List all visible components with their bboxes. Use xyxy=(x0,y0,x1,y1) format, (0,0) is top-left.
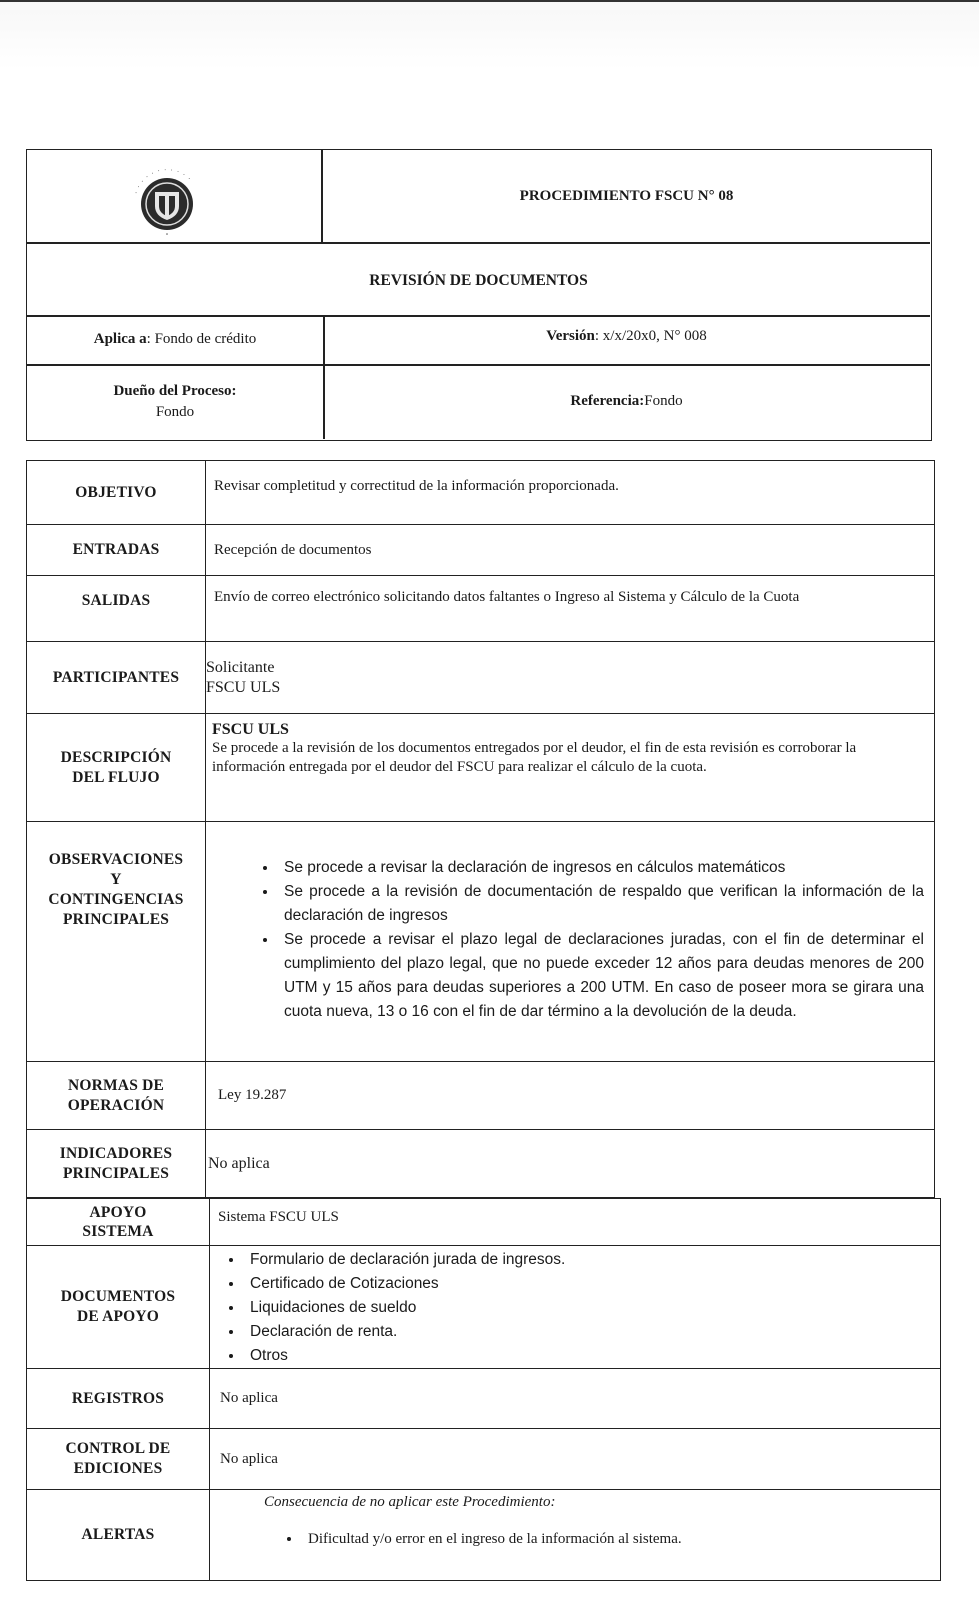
value-salidas: Envío de correo electrónico solicitando datos faltantes o Ingreso al Sistema y Cálculo de la Cuota xyxy=(206,576,935,642)
label-indicadores-line: PRINCIPALES xyxy=(62,1164,170,1182)
label-control-line: EDICIONES xyxy=(73,1460,163,1477)
value-apoyo: Sistema FSCU ULS xyxy=(210,1199,941,1246)
descripcion-text: Se procede a la revisión de los documentos entregados por el deudor, el fin de esta revisión es corroborar la información entregada por el deudor del FSCU para realizar el cálculo de la cuota. xyxy=(212,740,857,775)
reference-value: Fondo xyxy=(644,393,683,409)
value-entradas: Recepción de documentos xyxy=(206,525,935,576)
value-participantes xyxy=(206,642,935,714)
label-apoyo xyxy=(27,1199,210,1246)
alertas-list xyxy=(264,1531,930,1548)
value-documentos xyxy=(210,1246,941,1369)
value-alertas xyxy=(210,1490,941,1581)
label-objetivo: OBJETIVO xyxy=(27,461,206,525)
list-item: • Se procede a la revisión de documentación de respaldo que verifican la información de la declaración de ingresos xyxy=(278,880,924,928)
label-documentos-line: DOCUMENTOS xyxy=(60,1288,176,1305)
procedure-subtitle: REVISIÓN DE DOCUMENTOS xyxy=(369,271,588,289)
row-participantes xyxy=(27,642,935,714)
value-descripcion xyxy=(206,714,935,822)
participant-item: FSCU ULS xyxy=(206,678,281,696)
label-entradas: ENTRADAS xyxy=(27,525,206,576)
row-objetivo xyxy=(27,461,935,525)
label-control-line: CONTROL DE xyxy=(65,1440,171,1457)
applies-to xyxy=(27,315,323,364)
label-registros: REGISTROS xyxy=(27,1369,210,1429)
list-item: • Liquidaciones de sueldo xyxy=(244,1296,930,1320)
list-item: • Declaración de renta. xyxy=(244,1320,930,1344)
row-indicadores xyxy=(27,1130,935,1198)
list-item: • Se procede a revisar la declaración de ingresos en cálculos matemáticos xyxy=(278,856,924,880)
university-seal-icon xyxy=(127,162,207,236)
row-observaciones xyxy=(27,822,935,1062)
scan-edge xyxy=(0,0,979,2)
owner-label: Dueño del Proceso: xyxy=(113,382,237,399)
label-apoyo-line: APOYO xyxy=(89,1204,147,1221)
row-registros xyxy=(27,1369,941,1429)
row-entradas xyxy=(27,525,935,576)
owner-value: Fondo xyxy=(155,403,195,420)
applies-label: Aplica a xyxy=(93,331,147,347)
label-observaciones xyxy=(27,822,206,1062)
label-indicadores-line: INDICADORES xyxy=(59,1144,173,1162)
value-control: No aplica xyxy=(210,1429,941,1490)
label-documentos-line: DE APOYO xyxy=(76,1308,160,1325)
procedure-title: PROCEDIMIENTO FSCU N° 08 xyxy=(519,187,734,204)
row-normas xyxy=(27,1062,935,1130)
value-indicadores: No aplica xyxy=(206,1130,935,1198)
label-indicadores xyxy=(27,1130,206,1198)
list-item: • Dificultad y/o error en el ingreso de la información al sistema. xyxy=(302,1531,930,1548)
scan-shadow xyxy=(0,0,979,70)
label-descripcion-line: DEL FLUJO xyxy=(72,768,160,786)
alertas-intro: Consecuencia de no aplicar este Procedimiento: xyxy=(264,1494,556,1510)
label-documentos xyxy=(27,1246,210,1369)
row-salidas xyxy=(27,576,935,642)
label-observaciones-line: CONTINGENCIAS xyxy=(48,891,184,908)
label-observaciones-line: Y xyxy=(110,871,122,888)
version-value: : x/x/20x0, N° 008 xyxy=(594,328,707,344)
label-observaciones-line: PRINCIPALES xyxy=(62,911,170,928)
label-descripcion-line: DESCRIPCIÓN xyxy=(60,748,172,766)
row-alertas xyxy=(27,1490,941,1581)
procedure-table-lower xyxy=(26,1198,941,1581)
procedure-table xyxy=(26,460,935,1198)
row-apoyo xyxy=(27,1199,941,1246)
value-normas: Ley 19.287 xyxy=(206,1062,935,1130)
label-normas-line: OPERACIÓN xyxy=(67,1096,165,1114)
label-alertas: ALERTAS xyxy=(27,1490,210,1581)
label-participantes: PARTICIPANTES xyxy=(27,642,206,714)
version xyxy=(323,315,930,364)
applies-value: : Fondo de crédito xyxy=(146,331,257,347)
label-descripcion xyxy=(27,714,206,822)
list-item: • Formulario de declaración jurada de ingresos. xyxy=(244,1248,930,1272)
process-owner xyxy=(27,364,323,439)
value-registros: No aplica xyxy=(210,1369,941,1429)
row-descripcion xyxy=(27,714,935,822)
svg-text:· · · · · · · · · · ·: · · · · · · · · · · · xyxy=(132,165,194,196)
participant-item: Solicitante xyxy=(206,658,275,676)
list-item: • Se procede a revisar el plazo legal de declaraciones juradas, con el fin de determinar el cumplimiento del plazo legal, que no puede exceder 12 años para deudas menores de 200 UTM y 15 años para deudas superiores a 200 UTM. En caso de poseer mora se girara una cuota nueva, 13 o 16 con el fin de dar término a la devolución de la deuda. xyxy=(278,928,924,1024)
documentos-list xyxy=(210,1248,930,1368)
list-item: • Certificado de Cotizaciones xyxy=(244,1272,930,1296)
label-observaciones-line: OBSERVACIONES xyxy=(48,851,184,868)
label-normas xyxy=(27,1062,206,1130)
label-salidas: SALIDAS xyxy=(27,576,206,642)
label-normas-line: NORMAS DE xyxy=(67,1076,165,1094)
row-control xyxy=(27,1429,941,1490)
list-item: • Otros xyxy=(244,1344,930,1368)
reference-label: Referencia: xyxy=(570,393,645,409)
value-observaciones xyxy=(206,822,935,1062)
observaciones-list xyxy=(214,856,924,1024)
label-apoyo-line: SISTEMA xyxy=(82,1223,154,1240)
version-label: Versión xyxy=(546,328,595,344)
reference xyxy=(323,364,930,439)
row-documentos xyxy=(27,1246,941,1369)
label-control xyxy=(27,1429,210,1490)
procedure-header xyxy=(26,149,932,441)
descripcion-heading: FSCU ULS xyxy=(212,721,289,738)
value-objetivo: Revisar completitud y correctitud de la información proporcionada. xyxy=(206,461,935,525)
